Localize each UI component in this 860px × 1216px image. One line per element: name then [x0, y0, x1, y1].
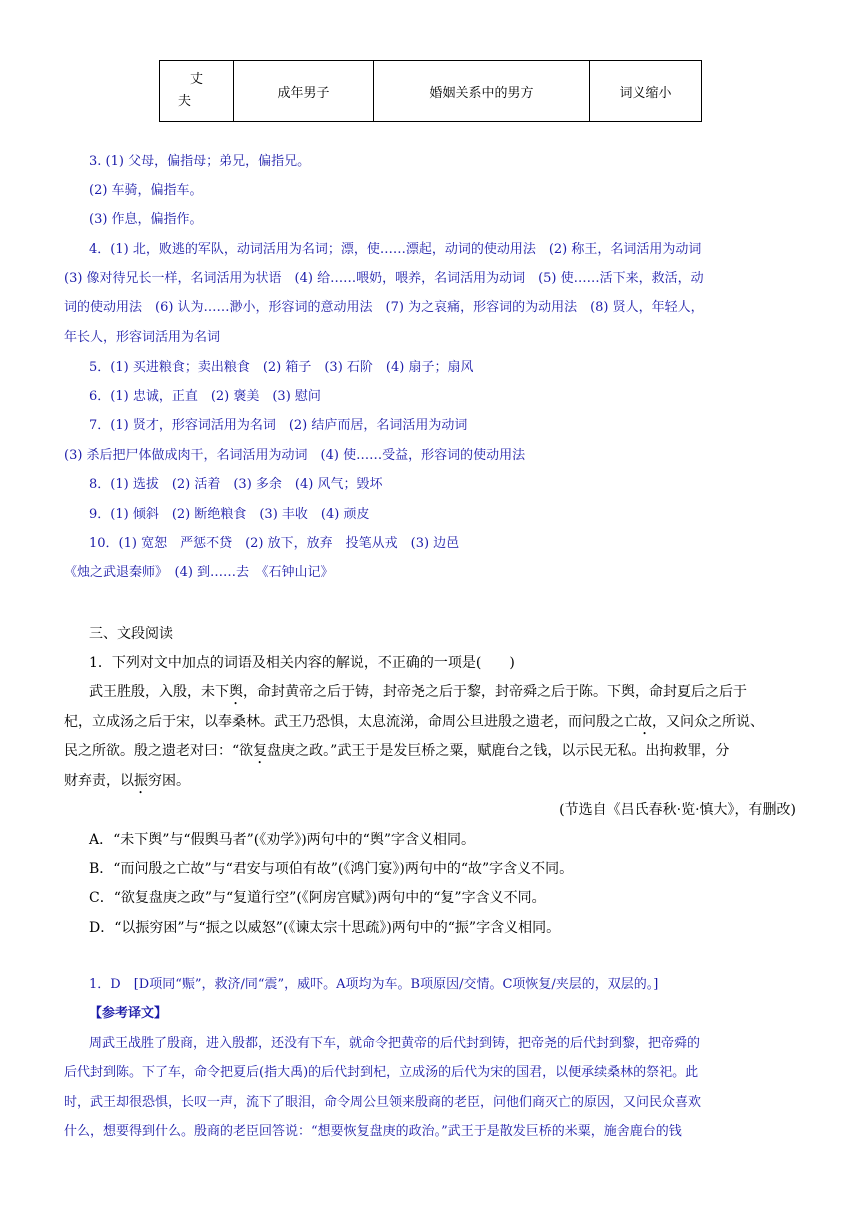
source-citation: (节选自《吕氏春秋·览·慎大》，有删改): [559, 802, 796, 818]
option-b: B．“而问殷之亡故”与“君安与项伯有故”(《鸿门宴》)两句中的“故”字含义不同。: [89, 861, 574, 877]
ancient-meaning-cell: 成年男子: [234, 61, 374, 122]
answer-line: (3) 杀后把尸体做成肉干，名词活用为动词 (4) 使……受益，形容词的使动用法: [64, 448, 526, 463]
answer-line: (3) 像对待兄长一样，名词活用为状语 (4) 给……喂奶，喂养，名词活用为动词 (5) 使……活下来，救活，动: [64, 271, 704, 286]
translation-line: 时，武王却很恐惧，长叹一声，流下了眼泪，命令周公旦领来殷商的老臣，问他们商灭亡的原因，又问民众喜欢: [64, 1095, 702, 1110]
passage-text: 盘庚之政。”武王于是发巨桥之粟，赋鹿台之钱，以示民无私。出拘救罪，分: [267, 743, 730, 759]
answer-line: 9．(1) 倾斜 (2) 断绝粮食 (3) 丰收 (4) 顽皮: [89, 507, 370, 522]
answer-line: 年长人，形容词活用为名词: [64, 330, 221, 345]
passage-line: [64, 771, 190, 797]
answer-line: (2) 车骑，偏指车。: [89, 183, 203, 198]
dotted-word: 故: [638, 714, 652, 730]
answer-line: 《烛之武退秦师》 (4) 到……去 《石钟山记》: [64, 565, 334, 580]
passage-line: [64, 741, 729, 767]
passage-text: 杞，立成汤之后于宋，以奉桑林。武王乃恐惧，太息流涕，命周公旦进殷之遗老，而问殷之亡: [64, 714, 638, 730]
passage-line: [64, 712, 764, 738]
term-char-2: 夫: [178, 94, 192, 109]
passage-text: 穷困。: [148, 773, 190, 789]
change-type-cell: 词义缩小: [590, 61, 702, 122]
passage-line: [89, 682, 747, 708]
passage-text: 民之所欲。殷之遗老对曰：“欲: [64, 743, 254, 759]
dotted-word: 舆: [229, 684, 243, 700]
answer-line: 4．(1) 北，败逃的军队，动词活用为名词；漂，使……漂起，动词的使动用法 (2) 称王，名词活用为动词: [89, 242, 702, 257]
passage-text: ，命封黄帝之后于铸，封帝尧之后于黎，封帝舜之后于陈。下舆，命封夏后之后于: [243, 684, 747, 700]
answer-line: 词的使动用法 (6) 认为……渺小，形容词的意动用法 (7) 为之哀痛，形容词的为动用法 (8) 贤人，年轻人，: [64, 300, 704, 315]
option-c: C．“欲复盘庚之政”与“复道行空”(《阿房宫赋》)两句中的“复”字含义不同。: [89, 890, 546, 906]
definition-table: [159, 60, 702, 122]
answer-line: 3. (1) 父母，偏指母；弟兄，偏指兄。: [89, 154, 311, 169]
option-a: A．“未下舆”与“假舆马者”(《劝学》)两句中的“舆”字含义相同。: [89, 832, 475, 848]
translation-line: 周武王战胜了殷商，进入殷都，还没有下车，就命令把黄帝的后代封到铸，把帝尧的后代封到黎，把帝舜的: [89, 1036, 701, 1051]
answer-line: 10．(1) 宽恕 严惩不贷 (2) 放下，放弃 投笔从戎 (3) 边邑: [89, 536, 460, 551]
modern-meaning-cell: 婚姻关系中的男方: [374, 61, 590, 122]
dotted-word: 振: [134, 773, 148, 789]
table-row: [160, 61, 702, 122]
passage-text: ，又问众之所说、: [652, 714, 764, 730]
passage-text: 武王胜殷，入殷，未下: [89, 684, 229, 700]
translation-line: 什么，想要得到什么。殷商的老臣回答说：“想要恢复盘庚的政治。”武王于是散发巨桥的米粟，施舍鹿台的钱: [64, 1124, 682, 1139]
answer-line: 6．(1) 忠诚，正直 (2) 褒美 (3) 慰问: [89, 389, 321, 404]
answer-line: 7．(1) 贤才，形容词活用为名词 (2) 结庐而居，名词活用为动词: [89, 418, 468, 433]
term-cell: [160, 61, 234, 122]
answer-explanation: 1．D [D项同“赈”，救济/同“震”，威吓。A项均为车。B项原因/交情。C项恢复/夹层的，双层的。]: [89, 977, 659, 992]
section-heading: 三、文段阅读: [89, 626, 173, 642]
translation-heading: 【参考译文】: [89, 1006, 168, 1021]
term-char-1: 丈: [189, 72, 203, 87]
answer-line: 5．(1) 买进粮食；卖出粮食 (2) 箱子 (3) 石阶 (4) 扇子；扇风: [89, 360, 474, 375]
answer-line: 8．(1) 选拔 (2) 活着 (3) 多余 (4) 风气；毁坏: [89, 477, 383, 492]
passage-text: 财弃责，以: [64, 773, 134, 789]
translation-line: 后代封到陈。下了车，命令把夏后(指大禹)的后代封到杞，立成汤的后代为宋的国君，以便承续桑林的祭祀。此: [64, 1065, 699, 1080]
answer-line: (3) 作息，偏指作。: [89, 212, 203, 227]
option-d: D．“以振穷困”与“振之以威怒”(《谏太宗十思疏》)两句中的“振”字含义相同。: [89, 920, 561, 936]
question-stem: 1．下列对文中加点的词语及相关内容的解说，不正确的一项是( ): [89, 655, 515, 671]
dotted-word: 复: [253, 743, 268, 759]
